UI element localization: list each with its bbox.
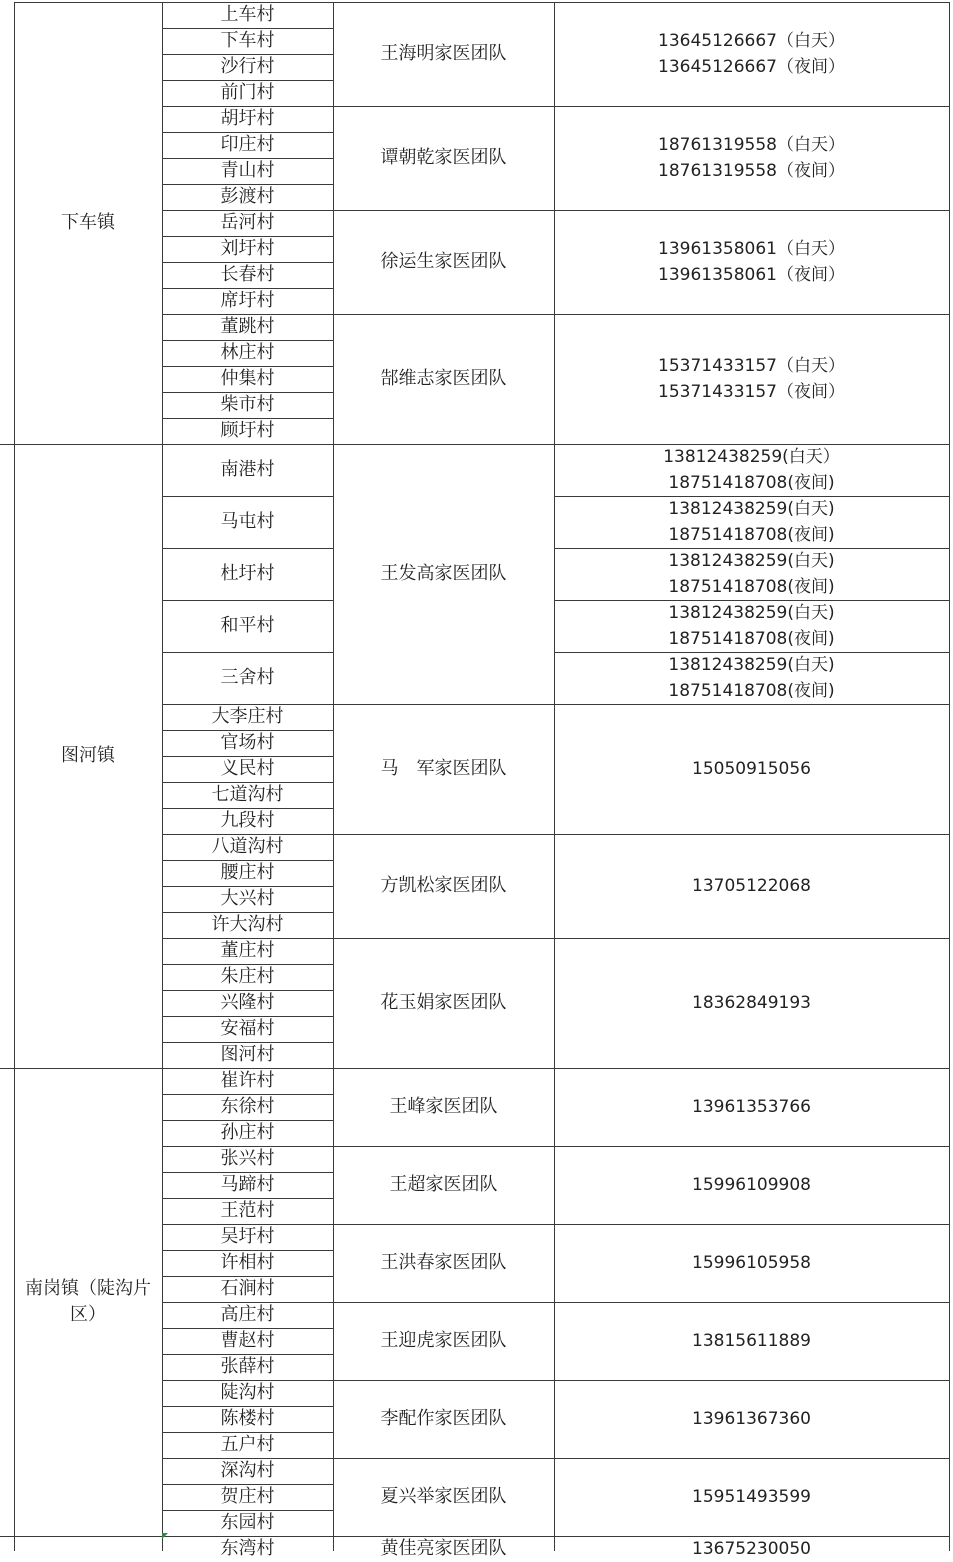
village-cell: 前门村 — [162, 80, 333, 106]
phone-number: 13812438259(白天) — [668, 603, 835, 623]
village-cell: 许相村 — [162, 1250, 333, 1276]
phone-cell — [554, 314, 949, 444]
phone-number: 13961358061（白天） — [658, 239, 845, 259]
village-cell: 印庄村 — [162, 132, 333, 158]
village-cell: 南港村 — [162, 444, 333, 496]
phone-number: 13675230050 — [692, 1539, 811, 1559]
village-cell: 张薛村 — [162, 1354, 333, 1380]
village-cell: 大兴村 — [162, 886, 333, 912]
team-name-cell: 郜维志家医团队 — [333, 314, 554, 444]
phone-cell — [554, 444, 949, 496]
village-cell: 孙庄村 — [162, 1120, 333, 1146]
phone-cell — [554, 1224, 949, 1302]
village-cell: 东园村 — [162, 1510, 333, 1536]
phone-number: 18751418708(夜间) — [668, 629, 835, 649]
village-cell: 林庄村 — [162, 340, 333, 366]
village-cell: 贺庄村 — [162, 1484, 333, 1510]
village-cell: 高庄村 — [162, 1302, 333, 1328]
phone-cell — [554, 1458, 949, 1536]
phone-cell — [554, 1302, 949, 1380]
phone-cell — [554, 496, 949, 548]
village-cell: 吴圩村 — [162, 1224, 333, 1250]
phone-number: 13961358061（夜间） — [658, 265, 845, 285]
village-cell: 官场村 — [162, 730, 333, 756]
village-cell: 彭渡村 — [162, 184, 333, 210]
village-cell: 义民村 — [162, 756, 333, 782]
phone-cell — [554, 106, 949, 210]
village-cell: 三舍村 — [162, 652, 333, 704]
town-cell — [14, 1536, 162, 1562]
village-cell: 张兴村 — [162, 1146, 333, 1172]
phone-cell — [554, 938, 949, 1068]
phone-number: 15996109908 — [692, 1175, 811, 1195]
team-name-cell: 王峰家医团队 — [333, 1068, 554, 1146]
grid-line-vertical — [949, 2, 950, 1551]
village-cell: 青山村 — [162, 158, 333, 184]
team-name-cell: 王洪春家医团队 — [333, 1224, 554, 1302]
village-cell: 陡沟村 — [162, 1380, 333, 1406]
team-name-cell: 李配作家医团队 — [333, 1380, 554, 1458]
village-cell: 席圩村 — [162, 288, 333, 314]
phone-cell — [554, 704, 949, 834]
phone-cell — [554, 834, 949, 938]
team-name-cell: 王发高家医团队 — [333, 444, 554, 704]
village-cell: 大李庄村 — [162, 704, 333, 730]
phone-number: 13815611889 — [692, 1331, 811, 1351]
phone-number: 13812438259(白天) — [668, 499, 835, 519]
village-cell: 董跳村 — [162, 314, 333, 340]
team-name-cell: 夏兴举家医团队 — [333, 1458, 554, 1536]
phone-number: 18751418708(夜间) — [668, 681, 835, 701]
village-cell: 马屯村 — [162, 496, 333, 548]
village-cell: 石涧村 — [162, 1276, 333, 1302]
team-name-cell: 黄佳亮家医团队 — [333, 1536, 554, 1562]
phone-number: 13961353766 — [692, 1097, 811, 1117]
village-cell: 曹赵村 — [162, 1328, 333, 1354]
phone-number: 13645126667（夜间） — [658, 57, 845, 77]
phone-number: 15996105958 — [692, 1253, 811, 1273]
phone-cell — [554, 1380, 949, 1458]
phone-number: 15371433157（夜间） — [658, 382, 845, 402]
phone-cell — [554, 1536, 949, 1562]
village-cell: 东徐村 — [162, 1094, 333, 1120]
village-cell: 许大沟村 — [162, 912, 333, 938]
team-name-cell: 徐运生家医团队 — [333, 210, 554, 314]
team-name-cell: 方凯松家医团队 — [333, 834, 554, 938]
team-name-cell: 马 军家医团队 — [333, 704, 554, 834]
phone-number: 18761319558（白天） — [658, 135, 845, 155]
phone-cell — [554, 1146, 949, 1224]
phone-number: 18362849193 — [692, 993, 811, 1013]
village-cell: 八道沟村 — [162, 834, 333, 860]
phone-number: 18761319558（夜间） — [658, 161, 845, 181]
village-cell: 岳河村 — [162, 210, 333, 236]
team-name-cell: 王迎虎家医团队 — [333, 1302, 554, 1380]
village-cell: 下车村 — [162, 28, 333, 54]
village-cell: 腰庄村 — [162, 860, 333, 886]
phone-number: 18751418708(夜间) — [668, 473, 835, 493]
village-cell: 兴隆村 — [162, 990, 333, 1016]
phone-number: 13812438259(白天) — [668, 655, 835, 675]
village-cell: 杜圩村 — [162, 548, 333, 600]
village-cell: 王范村 — [162, 1198, 333, 1224]
village-cell: 刘圩村 — [162, 236, 333, 262]
village-cell: 东湾村 — [162, 1536, 333, 1562]
cell-selection-marker — [162, 1533, 168, 1539]
phone-number: 13645126667（白天） — [658, 31, 845, 51]
phone-number: 13705122068 — [692, 876, 811, 896]
phone-number: 13812438259(白天） — [663, 447, 840, 467]
village-cell: 朱庄村 — [162, 964, 333, 990]
village-cell: 安福村 — [162, 1016, 333, 1042]
village-cell: 柴市村 — [162, 392, 333, 418]
town-cell: 下车镇 — [14, 2, 162, 444]
phone-cell — [554, 1068, 949, 1146]
village-cell: 深沟村 — [162, 1458, 333, 1484]
town-cell: 南岗镇（陡沟片区） — [14, 1068, 162, 1536]
phone-cell — [554, 548, 949, 600]
team-name-cell: 王超家医团队 — [333, 1146, 554, 1224]
village-cell: 马蹄村 — [162, 1172, 333, 1198]
phone-number: 15371433157（白天） — [658, 356, 845, 376]
phone-number: 15050915056 — [692, 759, 811, 779]
phone-number: 18751418708(夜间) — [668, 525, 835, 545]
phone-number: 13961367360 — [692, 1409, 811, 1429]
village-cell: 七道沟村 — [162, 782, 333, 808]
phone-number: 13812438259(白天) — [668, 551, 835, 571]
village-cell: 崔许村 — [162, 1068, 333, 1094]
village-cell: 上车村 — [162, 2, 333, 28]
village-cell: 胡圩村 — [162, 106, 333, 132]
village-cell: 沙行村 — [162, 54, 333, 80]
team-name-cell: 王海明家医团队 — [333, 2, 554, 106]
phone-cell — [554, 2, 949, 106]
phone-cell — [554, 210, 949, 314]
team-name-cell: 谭朝乾家医团队 — [333, 106, 554, 210]
village-cell: 陈楼村 — [162, 1406, 333, 1432]
phone-cell — [554, 600, 949, 652]
village-cell: 五户村 — [162, 1432, 333, 1458]
phone-number: 15951493599 — [692, 1487, 811, 1507]
village-cell: 和平村 — [162, 600, 333, 652]
town-cell: 图河镇 — [14, 444, 162, 1068]
village-cell: 九段村 — [162, 808, 333, 834]
village-cell: 顾圩村 — [162, 418, 333, 444]
phone-number: 18751418708(夜间) — [668, 577, 835, 597]
village-cell: 图河村 — [162, 1042, 333, 1068]
team-name-cell: 花玉娟家医团队 — [333, 938, 554, 1068]
phone-cell — [554, 652, 949, 704]
village-cell: 长春村 — [162, 262, 333, 288]
village-cell: 仲集村 — [162, 366, 333, 392]
village-cell: 董庄村 — [162, 938, 333, 964]
